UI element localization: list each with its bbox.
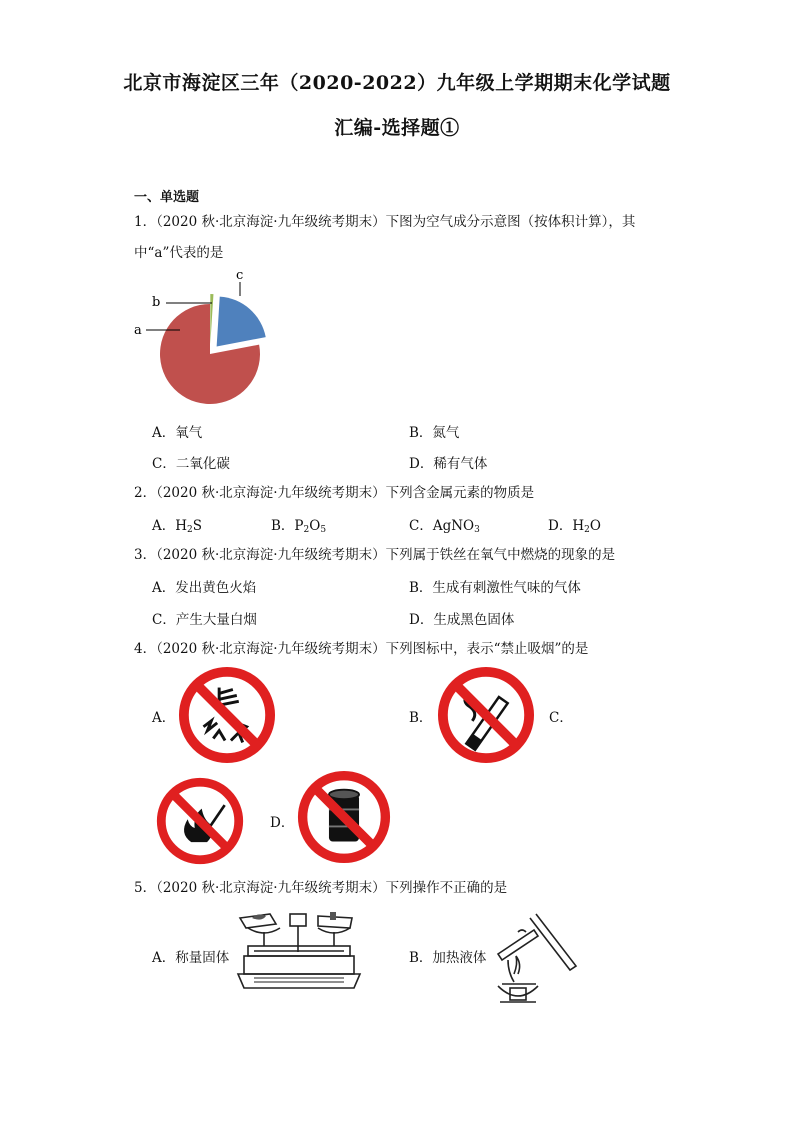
- q2-option-c[interactable]: C．AgNO$_3$: [409, 518, 480, 535]
- question-4-text: 4．（2020 秋·北京海淀·九年级统考期末）下列图标中，表示“禁止吸烟”的是: [134, 641, 589, 657]
- q5-option-b-label[interactable]: B．加热液体: [409, 950, 487, 966]
- section-heading: 一、单选题: [134, 190, 200, 205]
- question-1-text-cont: 中“a”代表的是: [134, 245, 224, 261]
- pie-label-a: a: [134, 323, 142, 338]
- heating-liquid-illustration-icon[interactable]: [488, 902, 584, 1006]
- q2-option-a[interactable]: A．$H_2S$: [152, 518, 203, 535]
- q3-option-a[interactable]: A．发出黄色火焰: [152, 580, 257, 596]
- pie-slice-c: [217, 297, 266, 347]
- q4-option-c-label[interactable]: C．: [549, 710, 573, 726]
- q3-option-c[interactable]: C．产生大量白烟: [152, 612, 257, 628]
- q4-option-b-label[interactable]: B．: [409, 710, 433, 726]
- q1-option-d[interactable]: D．稀有气体: [409, 456, 488, 472]
- question-5-text: 5．（2020 秋·北京海淀·九年级统考期末）下列操作不正确的是: [134, 880, 508, 896]
- q2-option-b[interactable]: B．$P_2O_5$: [271, 518, 327, 535]
- q5-option-a-label[interactable]: A．称量固体: [152, 950, 230, 966]
- q4-option-d-label[interactable]: D．: [270, 815, 295, 831]
- pie-slice-b: [210, 294, 213, 344]
- question-3-text: 3．（2020 秋·北京海淀·九年级统考期末）下列属于铁丝在氧气中燃烧的现象的是: [134, 547, 616, 563]
- q3-option-d[interactable]: D．生成黑色固体: [409, 612, 515, 628]
- q1-option-b[interactable]: B．氮气: [409, 425, 460, 441]
- page-title: 北京市海淀区三年（2020-2022）九年级上学期期末化学试题: [123, 72, 671, 94]
- pie-label-b: b: [152, 295, 161, 310]
- no-open-flame-sign-icon[interactable]: [156, 777, 244, 865]
- balance-scale-illustration-icon[interactable]: [234, 906, 364, 992]
- no-smoking-sign-icon[interactable]: [437, 666, 535, 764]
- q1-option-a[interactable]: A．氧气: [152, 425, 203, 441]
- q4-option-a-label[interactable]: A．: [152, 710, 176, 726]
- page-subtitle: 汇编-选择题①: [334, 117, 460, 139]
- no-flammable-drum-sign-icon[interactable]: [297, 770, 391, 864]
- q3-option-b[interactable]: B．生成有刺激性气味的气体: [409, 580, 581, 596]
- air-composition-pie-chart: [128, 262, 288, 412]
- q1-option-c[interactable]: C．二氧化碳: [152, 456, 230, 472]
- question-2-text: 2．（2020 秋·北京海淀·九年级统考期末）下列含金属元素的物质是: [134, 485, 535, 501]
- question-1-text: 1．（2020 秋·北京海淀·九年级统考期末）下图为空气成分示意图（按体积计算），其: [134, 214, 636, 230]
- no-fireworks-sign-icon[interactable]: [178, 666, 276, 764]
- pie-label-c: c: [236, 268, 244, 283]
- q2-option-d[interactable]: D．$H_2O$: [548, 518, 601, 535]
